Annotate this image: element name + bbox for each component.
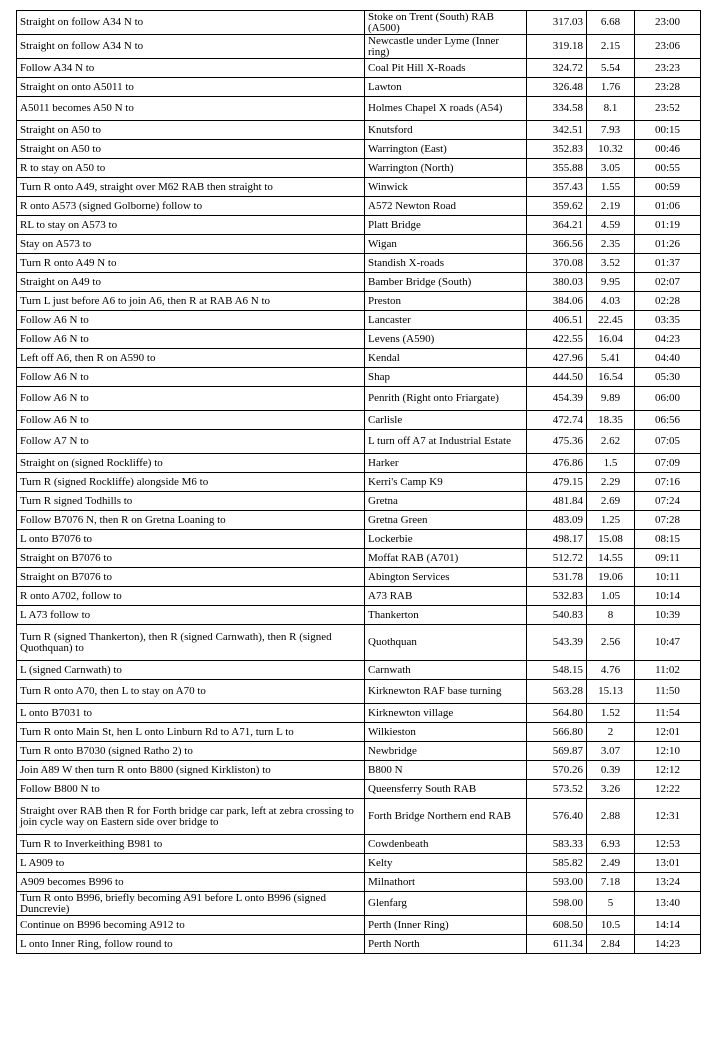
leg-distance-cell: 15.13 [587, 680, 635, 704]
destination-cell: Standish X-roads [365, 254, 527, 273]
table-row [17, 430, 701, 454]
time-cell: 01:26 [635, 235, 701, 254]
destination-cell: Harker [365, 454, 527, 473]
leg-distance-cell: 5.54 [587, 59, 635, 78]
instruction-cell: Turn R to Inverkeithing B981 to [17, 835, 365, 854]
leg-distance-cell: 19.06 [587, 568, 635, 587]
instruction-cell: R onto A702, follow to [17, 587, 365, 606]
instruction-cell: Straight on A50 to [17, 140, 365, 159]
total-distance-cell: 472.74 [527, 411, 587, 430]
time-cell: 23:00 [635, 11, 701, 35]
time-cell: 23:28 [635, 78, 701, 97]
leg-distance-cell: 16.04 [587, 330, 635, 349]
time-cell: 10:39 [635, 606, 701, 625]
time-cell: 12:53 [635, 835, 701, 854]
table-row [17, 178, 701, 197]
destination-cell: Shap [365, 368, 527, 387]
instruction-cell: Follow A7 N to [17, 430, 365, 454]
destination-cell: A572 Newton Road [365, 197, 527, 216]
destination-cell: Preston [365, 292, 527, 311]
leg-distance-cell: 1.76 [587, 78, 635, 97]
time-cell: 12:22 [635, 780, 701, 799]
leg-distance-cell: 2.35 [587, 235, 635, 254]
leg-distance-cell: 7.18 [587, 873, 635, 892]
total-distance-cell: 512.72 [527, 549, 587, 568]
destination-cell: Carnwath [365, 661, 527, 680]
instruction-cell: Follow A6 N to [17, 387, 365, 411]
leg-distance-cell: 9.89 [587, 387, 635, 411]
destination-cell: Milnathort [365, 873, 527, 892]
time-cell: 23:23 [635, 59, 701, 78]
leg-distance-cell: 2.19 [587, 197, 635, 216]
total-distance-cell: 355.88 [527, 159, 587, 178]
total-distance-cell: 317.03 [527, 11, 587, 35]
leg-distance-cell: 3.05 [587, 159, 635, 178]
leg-distance-cell: 4.59 [587, 216, 635, 235]
time-cell: 07:05 [635, 430, 701, 454]
total-distance-cell: 324.72 [527, 59, 587, 78]
leg-distance-cell: 22.45 [587, 311, 635, 330]
total-distance-cell: 593.00 [527, 873, 587, 892]
instruction-cell: Turn R (signed Rockliffe) alongside M6 to [17, 473, 365, 492]
time-cell: 23:52 [635, 97, 701, 121]
instruction-cell: L onto Inner Ring, follow round to [17, 935, 365, 954]
total-distance-cell: 406.51 [527, 311, 587, 330]
time-cell: 13:40 [635, 892, 701, 916]
instruction-cell: Continue on B996 becoming A912 to [17, 916, 365, 935]
instruction-cell: Follow B7076 N, then R on Gretna Loaning to [17, 511, 365, 530]
instruction-cell: Turn R onto B996, briefly becoming A91 before L onto B996 (signed Duncrevie) [17, 892, 365, 916]
instruction-cell: R onto A573 (signed Golborne) follow to [17, 197, 365, 216]
instruction-cell: Turn L just before A6 to join A6, then R at RAB A6 N to [17, 292, 365, 311]
destination-cell: Knutsford [365, 121, 527, 140]
leg-distance-cell: 7.93 [587, 121, 635, 140]
destination-cell: Queensferry South RAB [365, 780, 527, 799]
leg-distance-cell: 8.1 [587, 97, 635, 121]
instruction-cell: Straight on (signed Rockliffe) to [17, 454, 365, 473]
table-row [17, 311, 701, 330]
destination-cell: Warrington (North) [365, 159, 527, 178]
table-row [17, 78, 701, 97]
instruction-cell: Follow B800 N to [17, 780, 365, 799]
instruction-cell: Straight on A49 to [17, 273, 365, 292]
leg-distance-cell: 2.88 [587, 799, 635, 835]
total-distance-cell: 380.03 [527, 273, 587, 292]
total-distance-cell: 569.87 [527, 742, 587, 761]
destination-cell: Carlisle [365, 411, 527, 430]
total-distance-cell: 357.43 [527, 178, 587, 197]
time-cell: 06:00 [635, 387, 701, 411]
leg-distance-cell: 6.93 [587, 835, 635, 854]
time-cell: 01:06 [635, 197, 701, 216]
table-row [17, 723, 701, 742]
destination-cell: Wilkieston [365, 723, 527, 742]
table-row [17, 680, 701, 704]
destination-cell: Thankerton [365, 606, 527, 625]
table-row [17, 368, 701, 387]
leg-distance-cell: 15.08 [587, 530, 635, 549]
total-distance-cell: 454.39 [527, 387, 587, 411]
instruction-cell: Left off A6, then R on A590 to [17, 349, 365, 368]
total-distance-cell: 531.78 [527, 568, 587, 587]
time-cell: 13:24 [635, 873, 701, 892]
table-row [17, 473, 701, 492]
time-cell: 10:11 [635, 568, 701, 587]
instruction-cell: Follow A6 N to [17, 411, 365, 430]
table-row [17, 530, 701, 549]
destination-cell: B800 N [365, 761, 527, 780]
destination-cell: Winwick [365, 178, 527, 197]
total-distance-cell: 583.33 [527, 835, 587, 854]
table-row [17, 761, 701, 780]
table-row [17, 742, 701, 761]
table-row [17, 11, 701, 35]
total-distance-cell: 444.50 [527, 368, 587, 387]
time-cell: 02:07 [635, 273, 701, 292]
total-distance-cell: 384.06 [527, 292, 587, 311]
time-cell: 12:12 [635, 761, 701, 780]
instruction-cell: Straight on A50 to [17, 121, 365, 140]
instruction-cell: Straight on onto A5011 to [17, 78, 365, 97]
destination-cell: Kirknewton RAF base turning [365, 680, 527, 704]
table-row [17, 235, 701, 254]
destination-cell: Newcastle under Lyme (Inner ring) [365, 35, 527, 59]
table-row [17, 292, 701, 311]
leg-distance-cell: 1.55 [587, 178, 635, 197]
table-row [17, 935, 701, 954]
leg-distance-cell: 10.5 [587, 916, 635, 935]
leg-distance-cell: 2.62 [587, 430, 635, 454]
leg-distance-cell: 5.41 [587, 349, 635, 368]
total-distance-cell: 532.83 [527, 587, 587, 606]
time-cell: 06:56 [635, 411, 701, 430]
leg-distance-cell: 4.76 [587, 661, 635, 680]
time-cell: 00:55 [635, 159, 701, 178]
table-row [17, 780, 701, 799]
time-cell: 08:15 [635, 530, 701, 549]
time-cell: 11:50 [635, 680, 701, 704]
destination-cell: L turn off A7 at Industrial Estate [365, 430, 527, 454]
table-row [17, 330, 701, 349]
leg-distance-cell: 2.69 [587, 492, 635, 511]
leg-distance-cell: 8 [587, 606, 635, 625]
destination-cell: Warrington (East) [365, 140, 527, 159]
time-cell: 01:37 [635, 254, 701, 273]
total-distance-cell: 570.26 [527, 761, 587, 780]
instruction-cell: Straight on follow A34 N to [17, 11, 365, 35]
time-cell: 14:23 [635, 935, 701, 954]
total-distance-cell: 334.58 [527, 97, 587, 121]
time-cell: 14:14 [635, 916, 701, 935]
destination-cell: Levens (A590) [365, 330, 527, 349]
table-row [17, 216, 701, 235]
table-row [17, 587, 701, 606]
destination-cell: A73 RAB [365, 587, 527, 606]
instruction-cell: L onto B7031 to [17, 704, 365, 723]
time-cell: 11:02 [635, 661, 701, 680]
destination-cell: Abington Services [365, 568, 527, 587]
table-row [17, 661, 701, 680]
instruction-cell: Turn R onto A49, straight over M62 RAB then straight to [17, 178, 365, 197]
destination-cell: Perth (Inner Ring) [365, 916, 527, 935]
table-row [17, 59, 701, 78]
time-cell: 07:09 [635, 454, 701, 473]
leg-distance-cell: 2.49 [587, 854, 635, 873]
total-distance-cell: 573.52 [527, 780, 587, 799]
table-row [17, 349, 701, 368]
time-cell: 11:54 [635, 704, 701, 723]
time-cell: 01:19 [635, 216, 701, 235]
table-row [17, 568, 701, 587]
time-cell: 04:40 [635, 349, 701, 368]
time-cell: 23:06 [635, 35, 701, 59]
total-distance-cell: 475.36 [527, 430, 587, 454]
table-row [17, 916, 701, 935]
table-row [17, 411, 701, 430]
destination-cell: Quothquan [365, 625, 527, 661]
instruction-cell: L A73 follow to [17, 606, 365, 625]
destination-cell: Newbridge [365, 742, 527, 761]
leg-distance-cell: 1.5 [587, 454, 635, 473]
destination-cell: Bamber Bridge (South) [365, 273, 527, 292]
table-row [17, 140, 701, 159]
total-distance-cell: 427.96 [527, 349, 587, 368]
destination-cell: Holmes Chapel X roads (A54) [365, 97, 527, 121]
destination-cell: Gretna Green [365, 511, 527, 530]
route-table [16, 10, 701, 954]
time-cell: 12:10 [635, 742, 701, 761]
total-distance-cell: 498.17 [527, 530, 587, 549]
time-cell: 09:11 [635, 549, 701, 568]
destination-cell: Perth North [365, 935, 527, 954]
leg-distance-cell: 2.15 [587, 35, 635, 59]
total-distance-cell: 483.09 [527, 511, 587, 530]
total-distance-cell: 370.08 [527, 254, 587, 273]
instruction-cell: Follow A6 N to [17, 311, 365, 330]
instruction-cell: Straight on follow A34 N to [17, 35, 365, 59]
time-cell: 02:28 [635, 292, 701, 311]
time-cell: 07:16 [635, 473, 701, 492]
total-distance-cell: 548.15 [527, 661, 587, 680]
leg-distance-cell: 4.03 [587, 292, 635, 311]
destination-cell: Forth Bridge Northern end RAB [365, 799, 527, 835]
total-distance-cell: 476.86 [527, 454, 587, 473]
time-cell: 10:47 [635, 625, 701, 661]
instruction-cell: R to stay on A50 to [17, 159, 365, 178]
time-cell: 12:01 [635, 723, 701, 742]
total-distance-cell: 319.18 [527, 35, 587, 59]
time-cell: 00:46 [635, 140, 701, 159]
leg-distance-cell: 9.95 [587, 273, 635, 292]
destination-cell: Gretna [365, 492, 527, 511]
destination-cell: Moffat RAB (A701) [365, 549, 527, 568]
instruction-cell: Join A89 W then turn R onto B800 (signed Kirkliston) to [17, 761, 365, 780]
time-cell: 13:01 [635, 854, 701, 873]
instruction-cell: Turn R onto B7030 (signed Ratho 2) to [17, 742, 365, 761]
leg-distance-cell: 2.56 [587, 625, 635, 661]
total-distance-cell: 563.28 [527, 680, 587, 704]
table-row [17, 273, 701, 292]
instruction-cell: Turn R onto A70, then L to stay on A70 to [17, 680, 365, 704]
leg-distance-cell: 1.05 [587, 587, 635, 606]
destination-cell: Coal Pit Hill X-Roads [365, 59, 527, 78]
instruction-cell: L (signed Carnwath) to [17, 661, 365, 680]
leg-distance-cell: 3.07 [587, 742, 635, 761]
leg-distance-cell: 3.52 [587, 254, 635, 273]
instruction-cell: Straight over RAB then R for Forth bridge car park, left at zebra crossing to join cycle way on Eastern side over bridge to [17, 799, 365, 835]
instruction-cell: Turn R signed Todhills to [17, 492, 365, 511]
time-cell: 04:23 [635, 330, 701, 349]
table-row [17, 35, 701, 59]
table-row [17, 704, 701, 723]
destination-cell: Platt Bridge [365, 216, 527, 235]
table-row [17, 549, 701, 568]
instruction-cell: Straight on B7076 to [17, 549, 365, 568]
destination-cell: Stoke on Trent (South) RAB (A500) [365, 11, 527, 35]
instruction-cell: Follow A6 N to [17, 330, 365, 349]
table-row [17, 873, 701, 892]
destination-cell: Kirknewton village [365, 704, 527, 723]
destination-cell: Lancaster [365, 311, 527, 330]
instruction-cell: Stay on A573 to [17, 235, 365, 254]
destination-cell: Kerri's Camp K9 [365, 473, 527, 492]
time-cell: 00:15 [635, 121, 701, 140]
time-cell: 12:31 [635, 799, 701, 835]
leg-distance-cell: 1.25 [587, 511, 635, 530]
total-distance-cell: 543.39 [527, 625, 587, 661]
table-row [17, 511, 701, 530]
leg-distance-cell: 5 [587, 892, 635, 916]
total-distance-cell: 359.62 [527, 197, 587, 216]
instruction-cell: L onto B7076 to [17, 530, 365, 549]
total-distance-cell: 598.00 [527, 892, 587, 916]
leg-distance-cell: 2 [587, 723, 635, 742]
leg-distance-cell: 6.68 [587, 11, 635, 35]
table-row [17, 97, 701, 121]
table-row [17, 254, 701, 273]
destination-cell: Kendal [365, 349, 527, 368]
leg-distance-cell: 1.52 [587, 704, 635, 723]
time-cell: 03:35 [635, 311, 701, 330]
table-row [17, 854, 701, 873]
time-cell: 10:14 [635, 587, 701, 606]
leg-distance-cell: 18.35 [587, 411, 635, 430]
total-distance-cell: 366.56 [527, 235, 587, 254]
total-distance-cell: 585.82 [527, 854, 587, 873]
table-row [17, 197, 701, 216]
instruction-cell: A909 becomes B996 to [17, 873, 365, 892]
leg-distance-cell: 10.32 [587, 140, 635, 159]
destination-cell: Lawton [365, 78, 527, 97]
table-row [17, 121, 701, 140]
total-distance-cell: 566.80 [527, 723, 587, 742]
destination-cell: Wigan [365, 235, 527, 254]
time-cell: 07:24 [635, 492, 701, 511]
table-row [17, 892, 701, 916]
destination-cell: Glenfarg [365, 892, 527, 916]
table-row [17, 492, 701, 511]
table-row [17, 159, 701, 178]
instruction-cell: Turn R onto A49 N to [17, 254, 365, 273]
instruction-cell: Turn R (signed Thankerton), then R (signed Carnwath), then R (signed Quothquan) to [17, 625, 365, 661]
leg-distance-cell: 2.84 [587, 935, 635, 954]
destination-cell: Penrith (Right onto Friargate) [365, 387, 527, 411]
total-distance-cell: 352.83 [527, 140, 587, 159]
route-table-body [17, 11, 701, 954]
total-distance-cell: 564.80 [527, 704, 587, 723]
total-distance-cell: 576.40 [527, 799, 587, 835]
table-row [17, 454, 701, 473]
instruction-cell: Turn R onto Main St, hen L onto Linburn Rd to A71, turn L to [17, 723, 365, 742]
leg-distance-cell: 0.39 [587, 761, 635, 780]
total-distance-cell: 342.51 [527, 121, 587, 140]
total-distance-cell: 479.15 [527, 473, 587, 492]
total-distance-cell: 326.48 [527, 78, 587, 97]
time-cell: 07:28 [635, 511, 701, 530]
total-distance-cell: 608.50 [527, 916, 587, 935]
instruction-cell: Follow A6 N to [17, 368, 365, 387]
instruction-cell: A5011 becomes A50 N to [17, 97, 365, 121]
table-row [17, 625, 701, 661]
total-distance-cell: 364.21 [527, 216, 587, 235]
total-distance-cell: 481.84 [527, 492, 587, 511]
instruction-cell: Follow A34 N to [17, 59, 365, 78]
destination-cell: Lockerbie [365, 530, 527, 549]
leg-distance-cell: 14.55 [587, 549, 635, 568]
destination-cell: Cowdenbeath [365, 835, 527, 854]
total-distance-cell: 422.55 [527, 330, 587, 349]
time-cell: 05:30 [635, 368, 701, 387]
time-cell: 00:59 [635, 178, 701, 197]
table-row [17, 387, 701, 411]
destination-cell: Kelty [365, 854, 527, 873]
leg-distance-cell: 2.29 [587, 473, 635, 492]
total-distance-cell: 540.83 [527, 606, 587, 625]
table-row [17, 799, 701, 835]
instruction-cell: RL to stay on A573 to [17, 216, 365, 235]
instruction-cell: Straight on B7076 to [17, 568, 365, 587]
total-distance-cell: 611.34 [527, 935, 587, 954]
leg-distance-cell: 3.26 [587, 780, 635, 799]
table-row [17, 835, 701, 854]
instruction-cell: L A909 to [17, 854, 365, 873]
leg-distance-cell: 16.54 [587, 368, 635, 387]
table-row [17, 606, 701, 625]
